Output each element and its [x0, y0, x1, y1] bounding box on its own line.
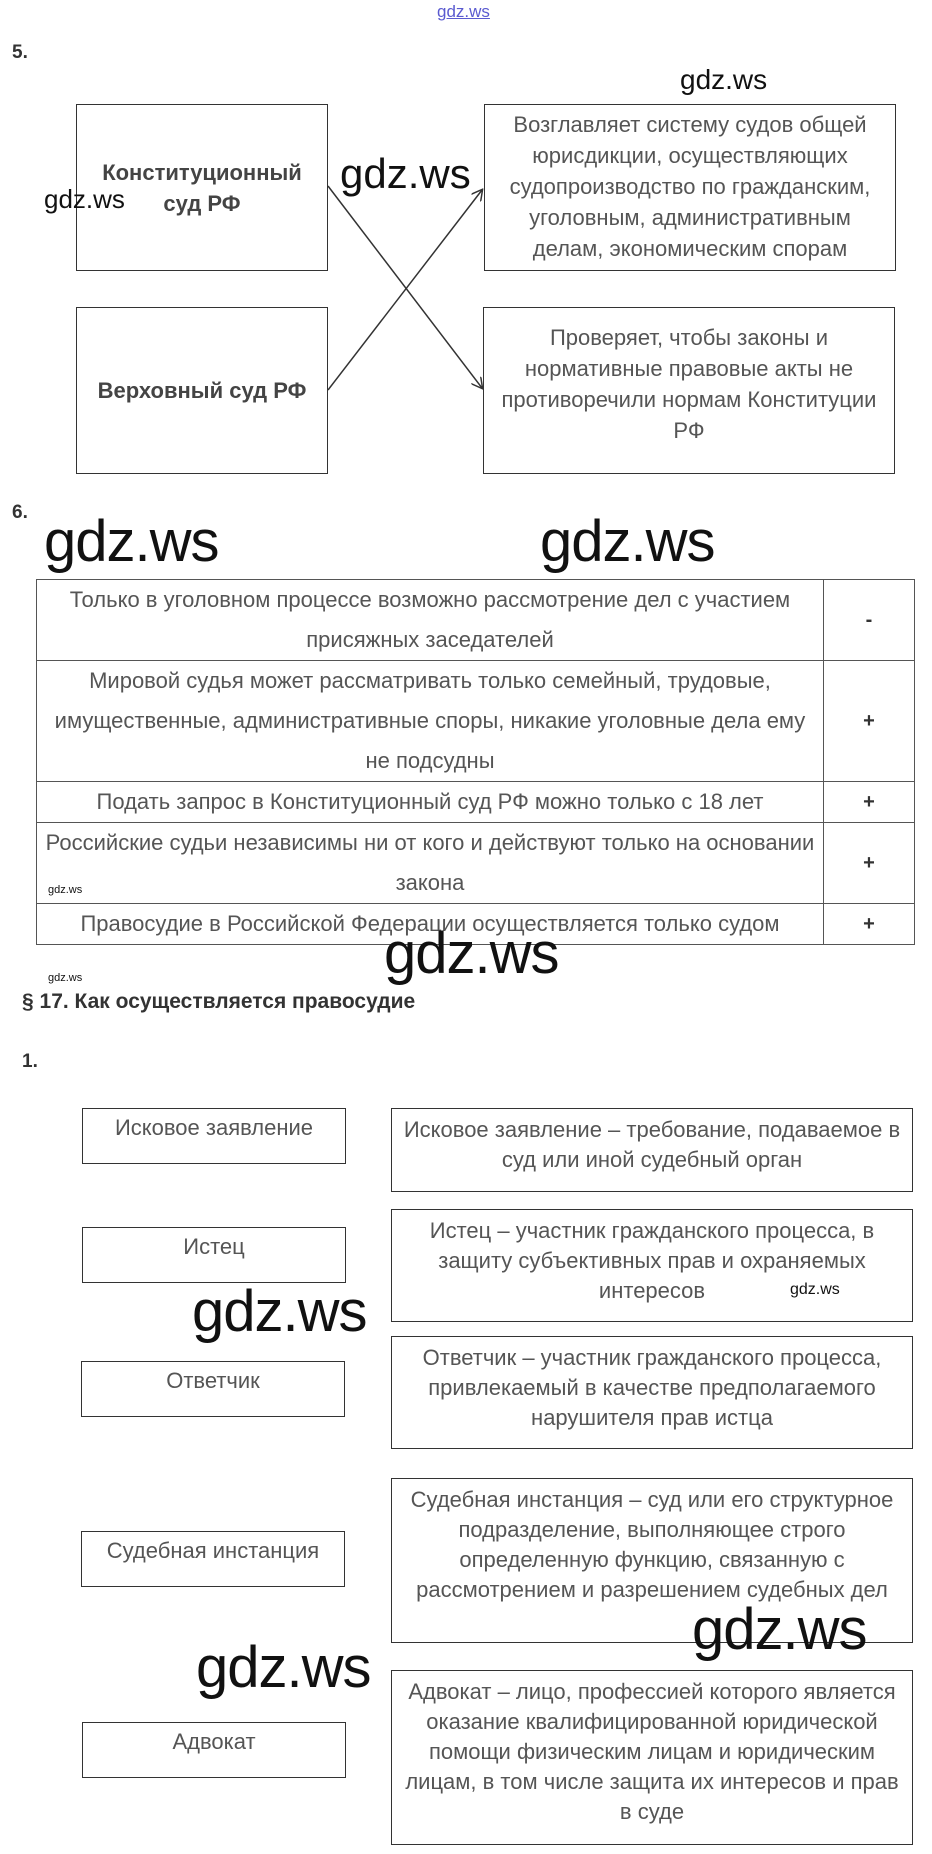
site-link[interactable]: gdz.ws — [437, 2, 490, 21]
answer-mark: + — [824, 823, 915, 904]
watermark: gdz.ws — [192, 1279, 367, 1344]
definition-box-3 — [391, 1336, 913, 1449]
definition-box-2 — [391, 1209, 913, 1322]
definition-text: Исковое заявление – требование, подаваемое в суд или иной судебный орган — [403, 1117, 901, 1172]
statement-cell: Подать запрос в Конституционный суд РФ можно только с 18 лет — [37, 782, 824, 823]
definition-text: Истец – участник гражданского процесса, в защиту субъективных прав и охраняемых интересов — [429, 1218, 875, 1303]
arrow-supreme-to-right-1 — [328, 190, 482, 390]
table-row — [37, 580, 915, 661]
answer-mark: - — [824, 580, 915, 661]
section-title: § 17. Как осуществляется правосудие — [22, 990, 416, 1013]
term-label: Адвокат — [172, 1729, 256, 1754]
table-row — [37, 782, 915, 823]
definition-text: Судебная инстанция – суд или его структурное подразделение, выполняющее строго определенную функцию, связанную с рассмотрением и разрешением судебных дел — [410, 1487, 894, 1602]
definition-box-5 — [391, 1670, 913, 1845]
term-label: Исковое заявление — [114, 1115, 314, 1140]
watermark: gdz.ws — [692, 1597, 867, 1662]
arrow-constitutional-to-right-2 — [328, 186, 482, 388]
statement-cell: Правосудие в Российской Федерации осуществляется только судом — [37, 904, 824, 945]
statement-cell: Мировой судья может рассматривать только семейный, трудовые, имущественные, административные споры, никакие уголовные дела ему не подсудны — [37, 661, 824, 782]
watermark: gdz.ws — [680, 64, 768, 95]
task5-connector-arrows — [0, 0, 932, 520]
watermark: gdz.ws — [44, 184, 125, 214]
term-box-5 — [82, 1722, 346, 1778]
term-box-4 — [81, 1531, 345, 1587]
table-row — [37, 823, 915, 904]
task5-right-text-2: Проверяет, чтобы законы и нормативные правовые акты не противоречили нормам Конституции РФ — [501, 325, 877, 443]
answer-mark: + — [824, 661, 915, 782]
definition-text: Адвокат – лицо, профессией которого является оказание квалифицированной юридической помощи физическим лицам и юридическим лицам, в том числе защита их интересов и прав в суде — [405, 1679, 899, 1824]
watermark: gdz.ws — [44, 509, 219, 574]
task-5-number: 5. — [12, 42, 28, 63]
definition-text: Ответчик – участник гражданского процесса, привлекаемый в качестве предполагаемого нарушителя прав истца — [422, 1345, 882, 1430]
statement-cell: Только в уголовном процессе возможно рассмотрение дел с участием присяжных заседателей — [37, 580, 824, 661]
section17-task-1-number: 1. — [22, 1051, 38, 1072]
task6-table — [36, 579, 915, 945]
watermark: gdz.ws — [384, 921, 559, 986]
watermark: gdz.ws — [196, 1635, 371, 1700]
task5-left-label-2: Верховный суд РФ — [97, 378, 307, 403]
watermark: gdz.ws — [48, 972, 83, 984]
statement-cell: Российские судьи независимы ни от кого и действуют только на основании закона — [37, 823, 824, 904]
answer-mark: + — [824, 782, 915, 823]
answer-mark: + — [824, 904, 915, 945]
term-box-2 — [82, 1227, 346, 1283]
term-box-3 — [81, 1361, 345, 1417]
watermark: gdz.ws — [790, 1281, 840, 1298]
task-6-number: 6. — [12, 502, 28, 523]
watermark: gdz.ws — [340, 150, 471, 197]
term-label: Истец — [183, 1234, 245, 1259]
term-label: Ответчик — [166, 1368, 260, 1393]
watermark: gdz.ws — [540, 509, 715, 574]
definition-box-1 — [391, 1108, 913, 1192]
table-row — [37, 661, 915, 782]
watermark: gdz.ws — [48, 884, 83, 896]
task5-right-text-1: Возглавляет систему судов общей юрисдикции, осуществляющих судопроизводство по гражданским, уголовным, административным делам, экономическим спорам — [509, 112, 871, 261]
term-label: Судебная инстанция — [106, 1538, 320, 1563]
term-box-1 — [82, 1108, 346, 1164]
task5-left-label-1: Конституционный суд РФ — [102, 159, 302, 216]
